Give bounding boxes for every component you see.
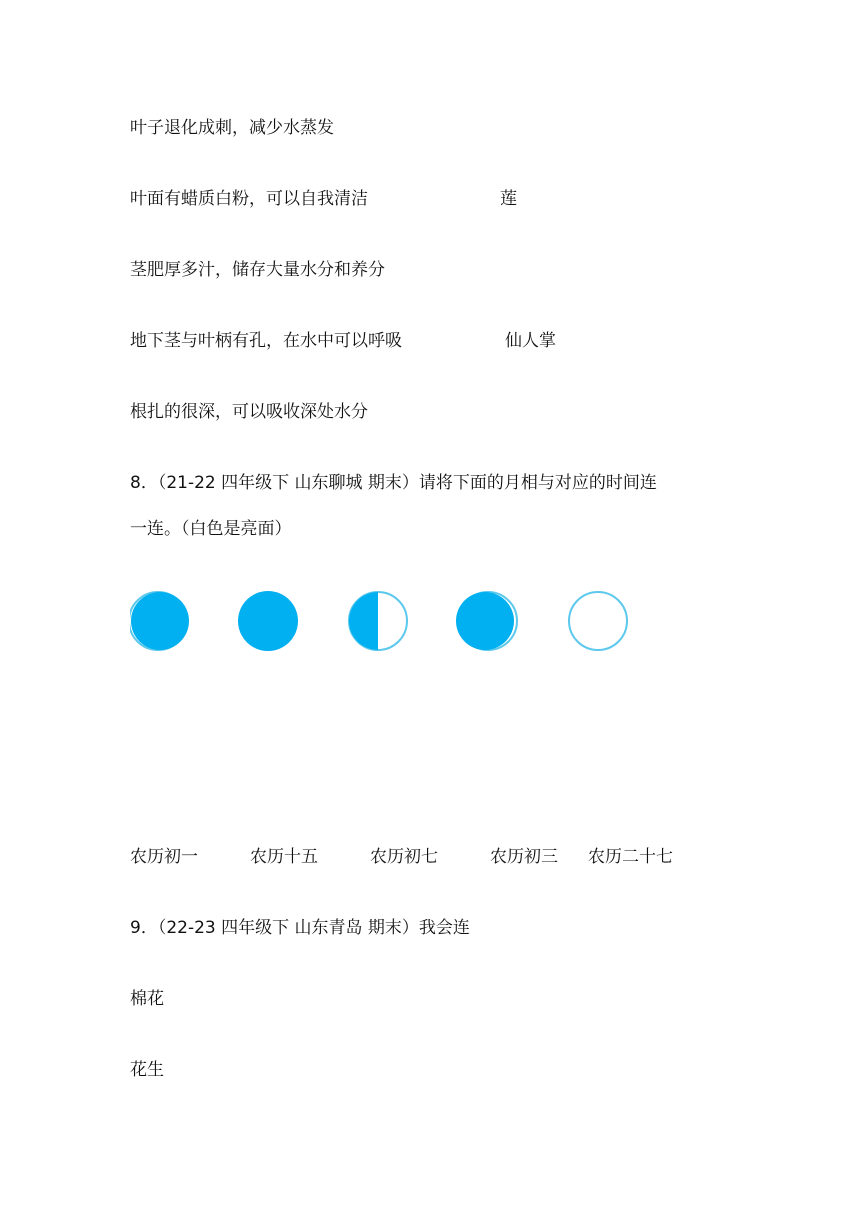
lunar-date-4: 农历初三 [490,847,558,867]
moon-phase-row [128,588,648,658]
trait-text-1: 叶子退化成刺，减少水蒸发 [130,118,334,138]
q9-item-peanut: 花生 [130,1060,164,1080]
question-8-line-1: 8．（21-22 四年级下 山东聊城 期末）请将下面的月相与对应的时间连 [130,473,657,493]
new-moon-icon [236,588,300,654]
trait-text-4: 地下茎与叶柄有孔，在水中可以呼吸 [130,331,402,351]
lunar-date-5: 农历二十七 [588,847,673,867]
trait-text-3: 茎肥厚多汁，储存大量水分和养分 [130,260,385,280]
full-moon-icon [566,588,630,654]
half-moon-icon [346,588,410,654]
lunar-date-1: 农历初一 [130,847,198,867]
lunar-date-2: 农历十五 [250,847,318,867]
trait-text-2: 叶面有蜡质白粉，可以自我清洁 [130,189,368,209]
plant-label-lotus: 莲 [500,189,517,209]
lunar-date-3: 农历初七 [370,847,438,867]
question-9-title: 9．（22-23 四年级下 山东青岛 期末）我会连 [130,918,470,938]
waning-crescent-moon-icon [128,588,192,654]
plant-label-cactus: 仙人掌 [505,331,556,351]
question-8-line-2: 一连。（白色是亮面） [130,519,292,539]
q9-item-cotton: 棉花 [130,989,164,1009]
crescent-moon-icon [456,588,520,654]
trait-text-5: 根扎的很深，可以吸收深处水分 [130,402,368,422]
